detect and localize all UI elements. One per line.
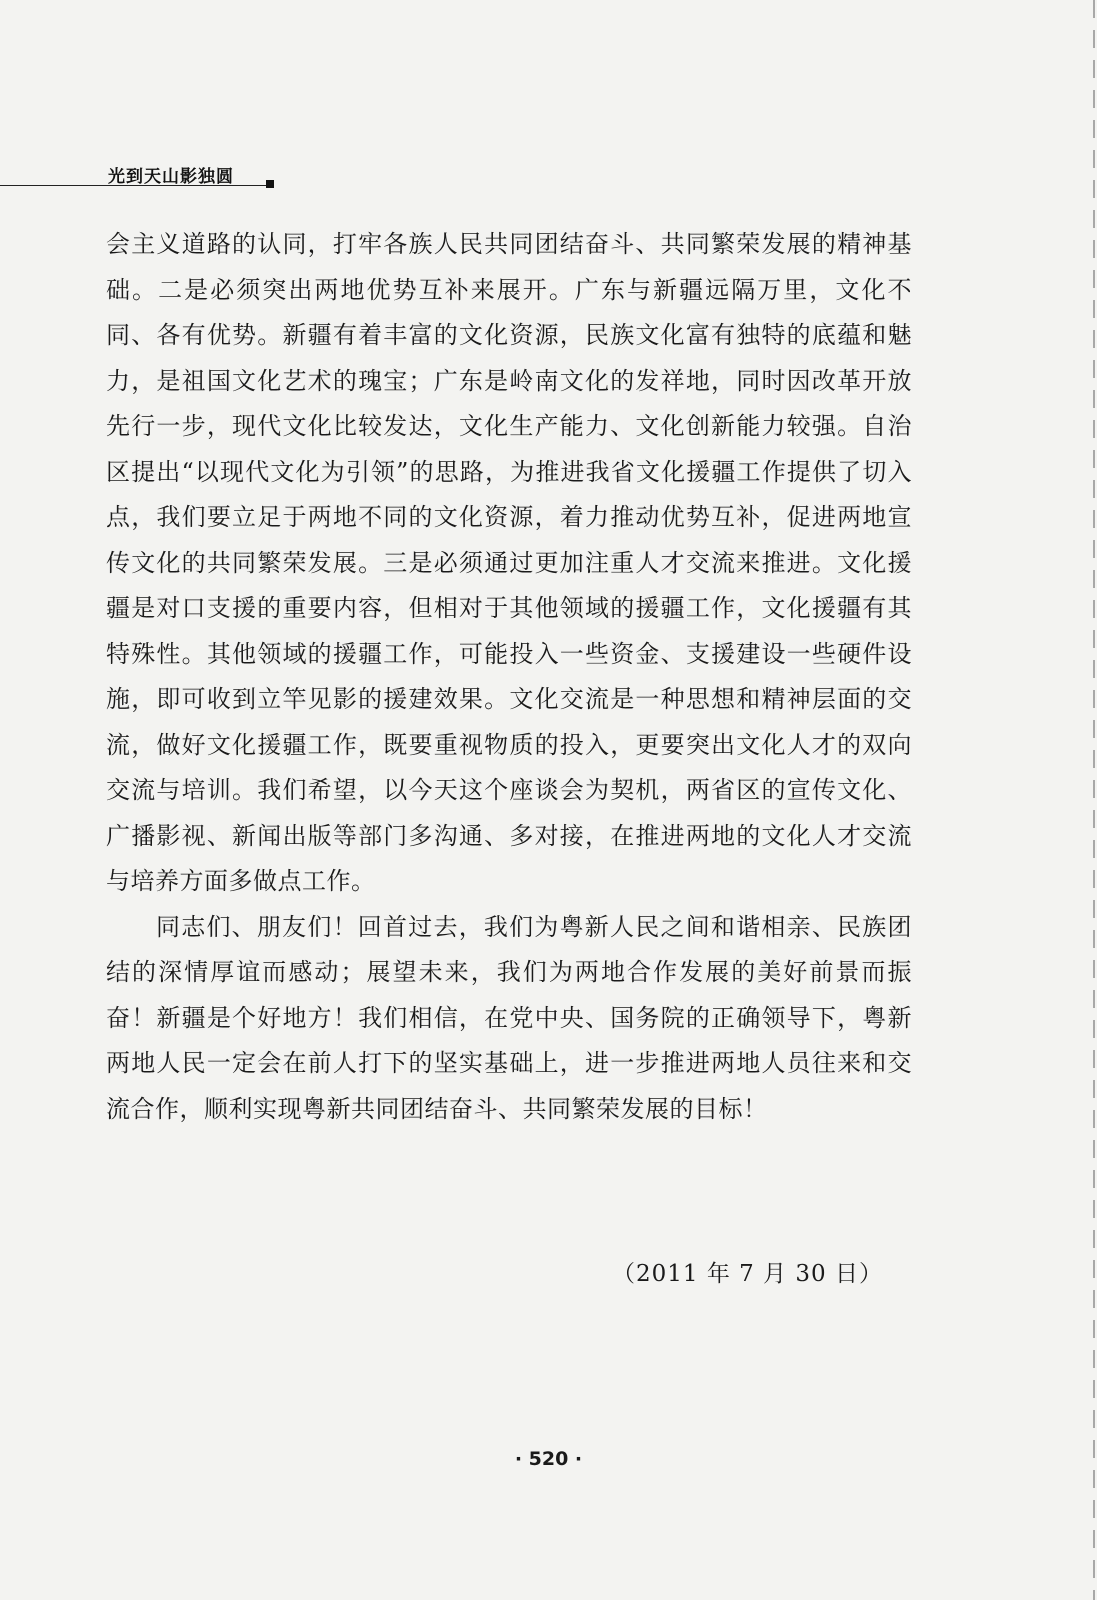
speech-date: （2011 年 7 月 30 日）	[612, 1261, 883, 1287]
header-rule	[0, 185, 268, 186]
page-number: · 520 ·	[514, 1448, 583, 1470]
running-header	[0, 158, 290, 188]
scan-edge	[1093, 0, 1095, 1600]
body-text	[106, 222, 912, 1132]
paragraph-continued: 会主义道路的认同，打牢各族人民共同团结奋斗、共同繁荣发展的精神基础。二是必须突出两地优势互补来展开。广东与新疆远隔万里，文化不同、各有优势。新疆有着丰富的文化资源，民族文化富有独特的底蕴和魅力，是祖国文化艺术的瑰宝；广东是岭南文化的发祥地，同时因改革开放先行一步，现代文化比较发达，文化生产能力、文化创新能力较强。自治区提出“以现代文化为引领”的思路，为推进我省文化援疆工作提供了切入点，我们要立足于两地不同的文化资源，着力推动优势互补，促进两地宣传文化的共同繁荣发展。三是必须通过更加注重人才交流来推进。文化援疆是对口支援的重要内容，但相对于其他领域的援疆工作，文化援疆有其特殊性。其他领域的援疆工作，可能投入一些资金、支援建设一些硬件设施，即可收到立竿见影的援建效果。文化交流是一种思想和精神层面的交流，做好文化援疆工作，既要重视物质的投入，更要突出文化人才的双向交流与培训。我们希望，以今天这个座谈会为契机，两省区的宣传文化、广播影视、新闻出版等部门多沟通、多对接，在推进两地的文化人才交流与培养方面多做点工作。	[106, 230, 912, 895]
header-square-mark	[266, 180, 274, 188]
paragraph-closing: 同志们、朋友们！回首过去，我们为粤新人民之间和谐相亲、民族团结的深情厚谊而感动；展望未来，我们为两地合作发展的美好前景而振奋！新疆是个好地方！我们相信，在党中央、国务院的正确领导下，粤新两地人民一定会在前人打下的坚实基础上，进一步推进两地人员往来和交流合作，顺利实现粤新共同团结奋斗、共同繁荣发展的目标！	[106, 912, 912, 1123]
running-header-title: 光到天山影独圆	[108, 167, 234, 187]
